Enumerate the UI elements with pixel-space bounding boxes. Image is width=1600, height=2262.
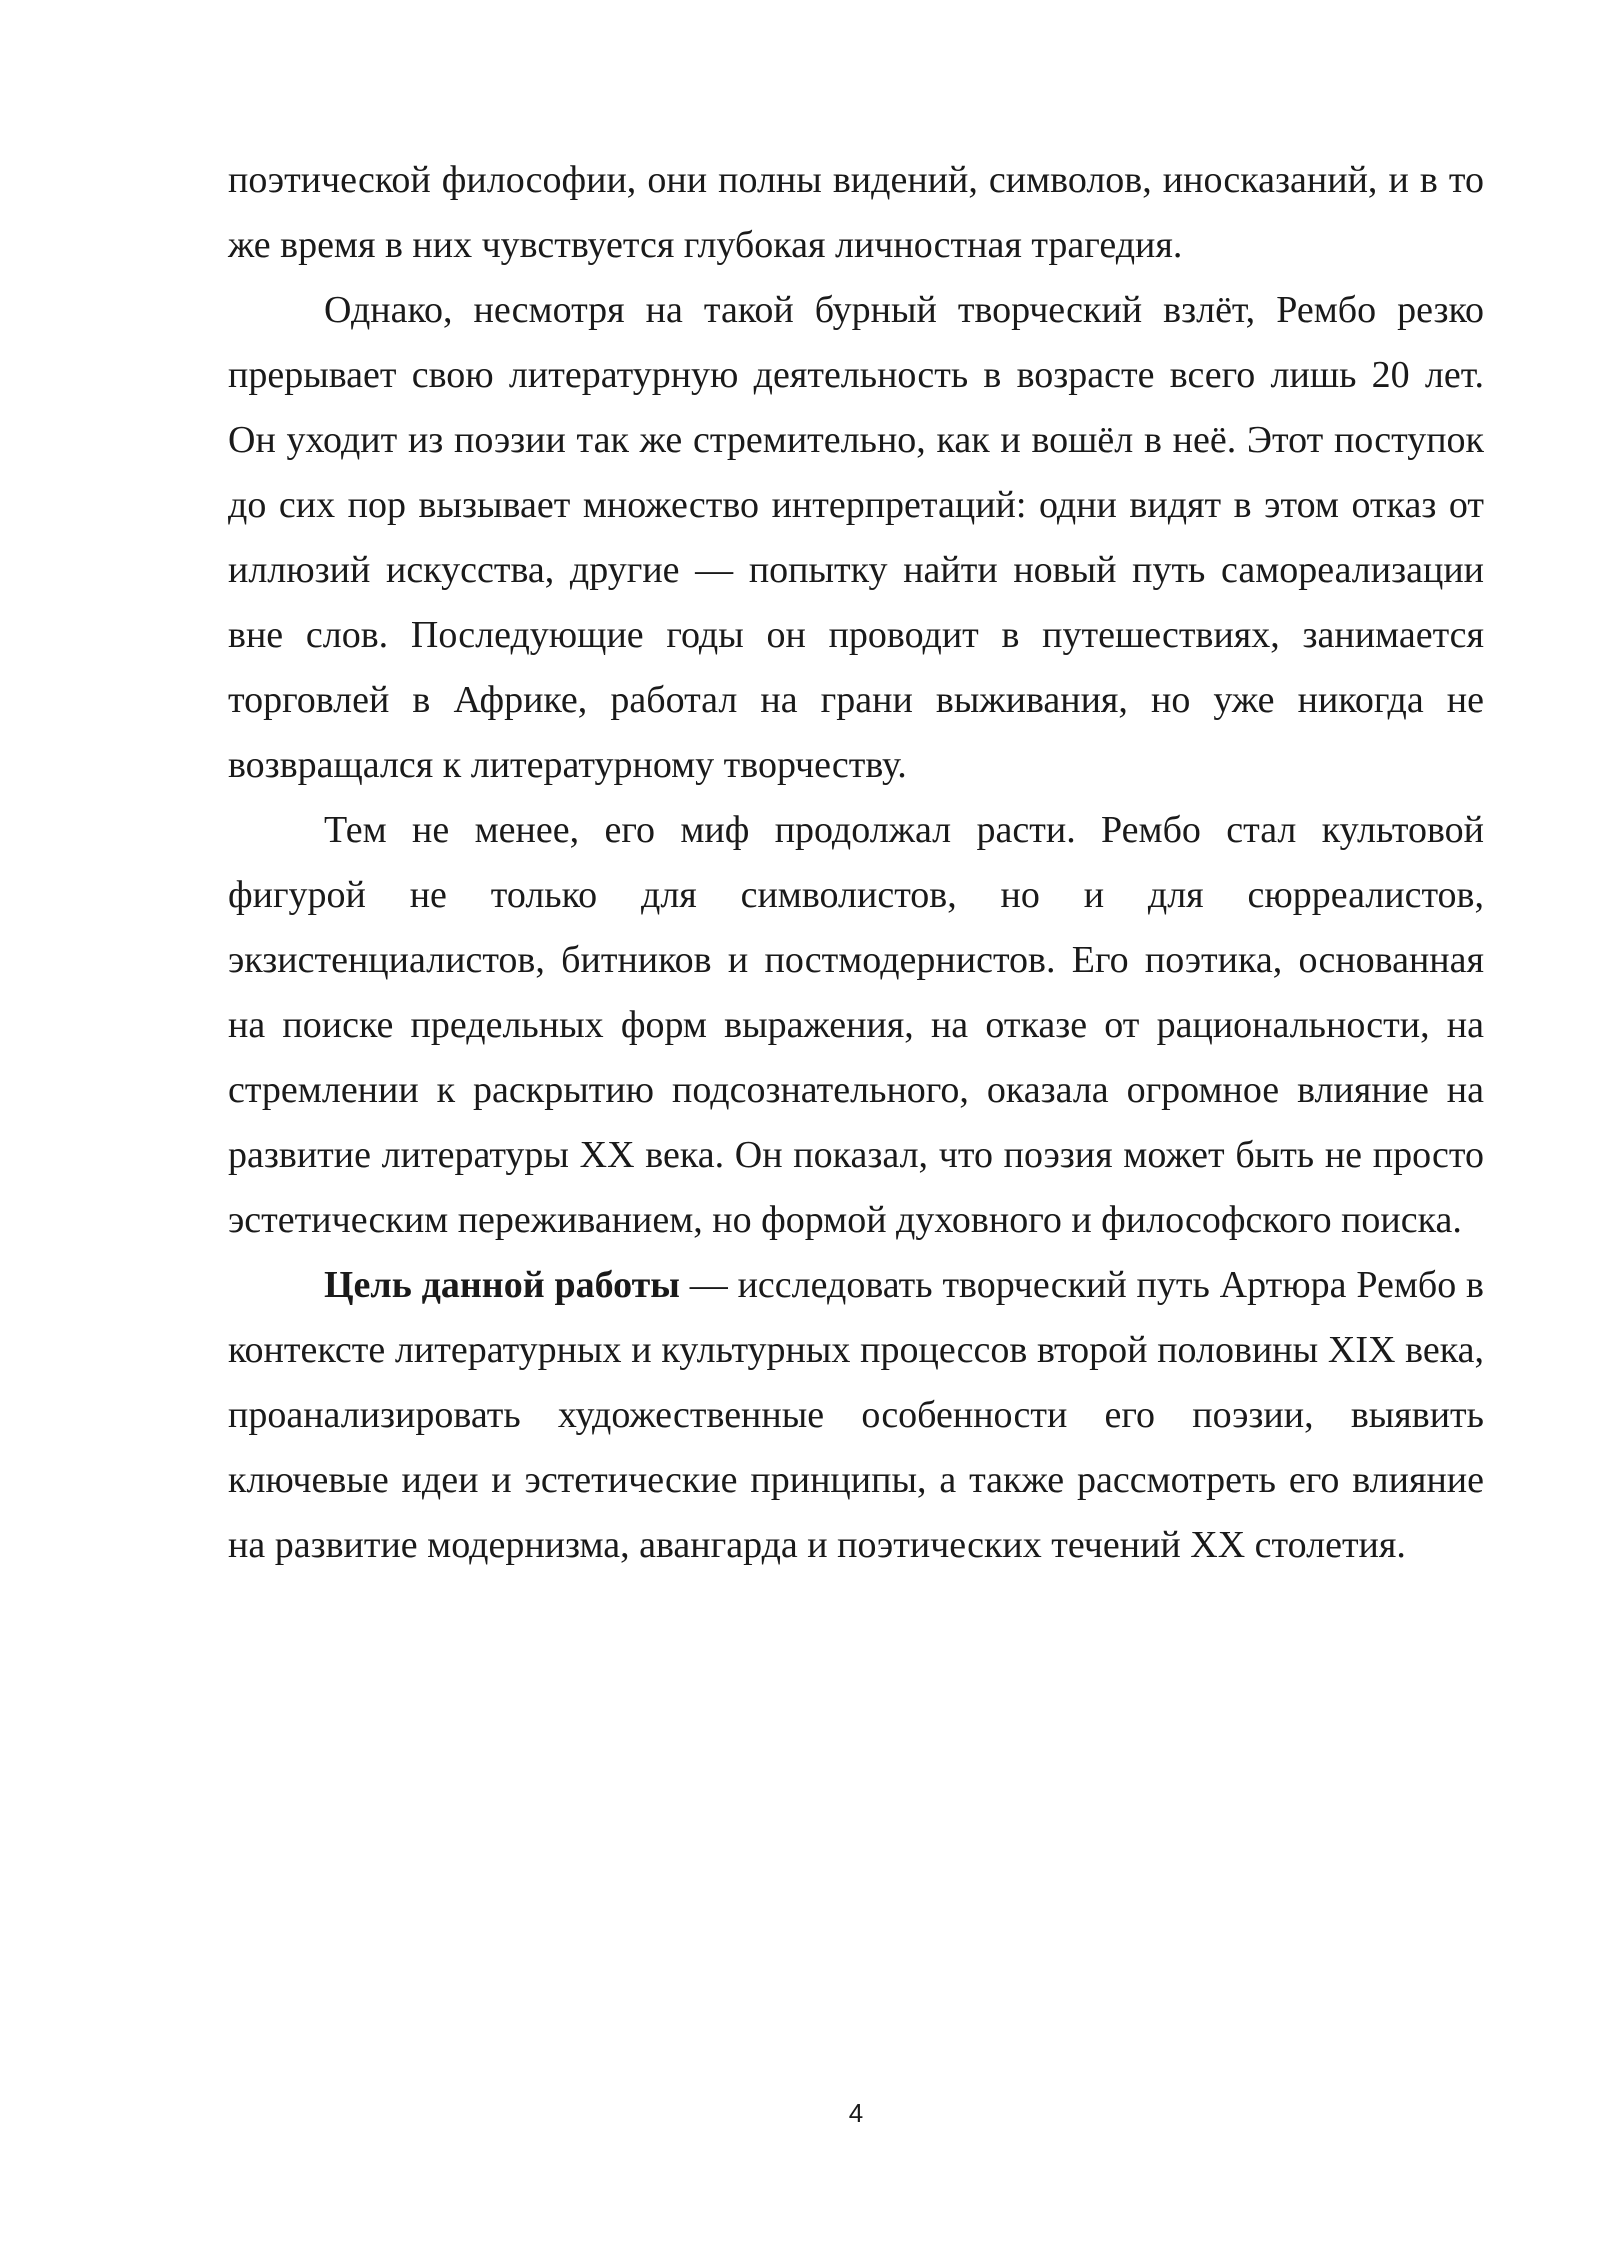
page-number: 4 — [848, 2098, 864, 2128]
paragraph-continuation: поэтической философии, они полны видений, символов, иносказаний, и в то же время в них чувствуется глубокая личностная трагедия. — [228, 159, 1484, 266]
goal-text: — исследовать творческий путь Артюра Рембо в контексте литературных и культурных процессов второй половины XIX века, проанализировать художественные особенности его поэзии, выявить ключевые идеи и эстетические принципы, а также рассмотреть его влияние на развитие модернизма, авангарда и поэтических течений XX столетия. — [228, 1264, 1484, 1566]
body-text — [228, 148, 1484, 1578]
goal-heading: Цель данной работы — [324, 1264, 680, 1306]
paragraph-rimbaud-myth: Тем не менее, его миф продолжал расти. Рембо стал культовой фигурой не только для символистов, но и для сюрреалистов, экзистенциалистов, битников и постмодернистов. Его поэтика, основанная на поиске предельных форм выражения, на отказе от рациональности, на стремлении к раскрытию подсознательного, оказала огромное влияние на развитие литературы XX века. Он показал, что поэзия может быть не просто эстетическим переживанием, но формой духовного и философского поиска. — [228, 809, 1484, 1241]
paragraph-rimbaud-departure: Однако, несмотря на такой бурный творческий взлёт, Рембо резко прерывает свою литературную деятельность в возрасте всего лишь 20 лет. Он уходит из поэзии так же стремительно, как и вошёл в неё. Этот поступок до сих пор вызывает множество интерпретаций: одни видят в этом отказ от иллюзий искусства, другие — попытку найти новый путь самореализации вне слов. Последующие годы он проводит в путешествиях, занимается торговлей в Африке, работал на грани выживания, но уже никогда не возвращался к литературному творчеству. — [228, 289, 1484, 786]
paragraph-work-goal — [228, 1253, 1484, 1578]
